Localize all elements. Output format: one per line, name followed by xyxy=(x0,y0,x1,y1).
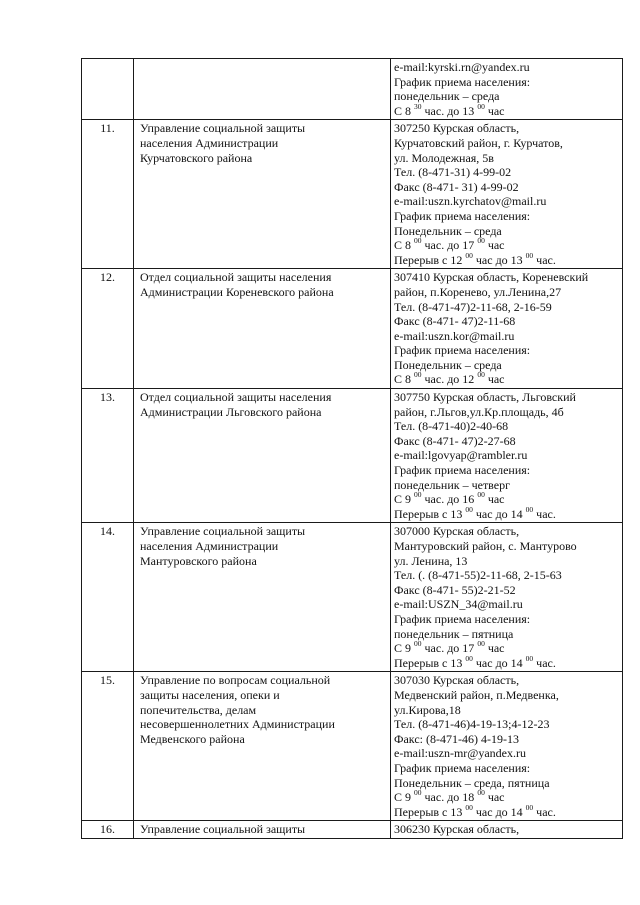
contact-line xyxy=(394,75,620,90)
contact-line xyxy=(394,270,620,285)
contact-text: Тел. (8-471-47)2-11-68, 2-16-59 xyxy=(394,299,552,314)
contact-line xyxy=(394,238,620,253)
organization-name-line: Управление социальной защиты xyxy=(140,121,306,136)
organization-name-line: Управление по вопросам социальной xyxy=(140,673,331,688)
organization-name-line: Мантуровского района xyxy=(140,553,257,568)
contact-text: Понедельник – среда xyxy=(394,357,502,372)
contact-text: ул. Ленина, 13 xyxy=(394,553,468,568)
contact-text: С 8 xyxy=(394,238,415,253)
contact-text: Факс (8-471- 47)2-11-68 xyxy=(394,314,516,329)
time-minutes-superscript: 00 xyxy=(477,236,485,246)
time-minutes-superscript: 00 xyxy=(525,653,534,663)
contact-text: С 8 xyxy=(394,372,415,387)
organization-name-line: защиты населения, опеки и xyxy=(140,687,280,702)
organization-name-line: Администрации Кореневского района xyxy=(140,284,334,299)
contact-line xyxy=(394,419,620,434)
contact-line xyxy=(394,776,620,791)
organization-name-line: Медвенского района xyxy=(140,731,245,746)
contact-text: час. до 18 xyxy=(421,790,478,805)
time-minutes-superscript: 00 xyxy=(414,490,422,500)
contact-line xyxy=(394,390,620,405)
contact-text: час. xyxy=(533,655,556,670)
contact-line xyxy=(394,746,620,761)
contact-text: График приема населения: xyxy=(394,760,531,775)
contact-line xyxy=(394,463,620,478)
time-minutes-superscript: 00 xyxy=(465,250,473,260)
contact-text: час xyxy=(484,641,505,656)
contact-text: Мантуровский район, с. Мантурово xyxy=(394,539,577,553)
contact-text: час. xyxy=(533,804,556,819)
contact-text: График приема населения: xyxy=(394,611,531,626)
table-row xyxy=(81,388,623,523)
row-number: 14. xyxy=(82,523,134,672)
contact-line xyxy=(394,300,620,315)
contact-text: Тел. (. (8-471-55)2-11-68, 2-15-63 xyxy=(394,568,562,583)
contact-text: 307000 Курская область, xyxy=(394,524,520,539)
contact-line xyxy=(394,554,620,569)
organization-cell xyxy=(134,672,391,821)
contact-text: Тел. (8-471-40)2-40-68 xyxy=(394,419,509,434)
contact-line xyxy=(394,448,620,463)
organization-name-line: Администрации Льговского района xyxy=(140,404,322,419)
contact-line xyxy=(394,703,620,718)
contact-text: С 8 xyxy=(394,103,415,118)
contact-text: час. xyxy=(533,252,556,267)
contact-line xyxy=(394,761,620,776)
contact-text: Перерыв с 12 xyxy=(394,252,466,267)
organization-name-line: Отдел социальной защиты населения xyxy=(140,270,332,285)
contact-line xyxy=(394,209,620,224)
organization-cell xyxy=(134,523,391,672)
contact-line xyxy=(394,504,620,522)
contact-text: График приема населения: xyxy=(394,74,531,89)
contact-line xyxy=(394,151,620,166)
contact-details-cell xyxy=(391,120,623,269)
contact-text: e-mail:kyrski.rn@yandex.ru xyxy=(394,60,530,74)
contact-line xyxy=(394,802,620,820)
contact-text: понедельник – среда xyxy=(394,89,500,104)
contact-line xyxy=(394,627,620,642)
contact-text: e-mail:uszn.kor@mail.ru xyxy=(394,328,515,343)
contact-line xyxy=(394,285,620,300)
contact-text: График приема населения: xyxy=(394,343,531,358)
contact-text: район, п.Коренево, ул.Ленина,27 xyxy=(394,284,562,299)
contact-line xyxy=(394,121,620,136)
time-minutes-superscript: 00 xyxy=(477,490,485,500)
contact-text: час до 14 xyxy=(472,804,526,819)
contact-line xyxy=(394,822,620,837)
time-minutes-superscript: 00 xyxy=(525,802,534,812)
table-row xyxy=(81,268,623,389)
organization-name-line: Отдел социальной защиты населения xyxy=(140,390,332,405)
contact-text: Перерыв с 13 xyxy=(394,804,466,819)
contact-text: Понедельник – среда, пятница xyxy=(394,775,550,790)
contact-line xyxy=(394,101,620,119)
contact-line xyxy=(394,358,620,373)
contact-text: понедельник – пятница xyxy=(394,626,514,641)
contact-text: Перерыв с 13 xyxy=(394,655,466,670)
contact-line xyxy=(394,165,620,180)
row-number xyxy=(82,59,134,120)
contact-line xyxy=(394,653,620,671)
contact-text: 307030 Курская область, xyxy=(394,673,520,688)
contact-text: час xyxy=(484,238,505,253)
time-minutes-superscript: 00 xyxy=(465,802,473,812)
row-number: 12. xyxy=(82,269,134,389)
time-minutes-superscript: 00 xyxy=(477,639,485,649)
contact-line xyxy=(394,732,620,747)
organization-name-line: Управление социальной защиты xyxy=(140,524,306,539)
contact-line xyxy=(394,194,620,209)
contact-text: час xyxy=(484,372,505,387)
organization-cell xyxy=(134,120,391,269)
contact-details-cell xyxy=(391,821,623,839)
contact-text: час xyxy=(484,492,505,507)
contact-line xyxy=(394,717,620,732)
contact-text: час xyxy=(484,103,505,118)
contact-text: С 9 xyxy=(394,790,415,805)
contact-line xyxy=(394,180,620,195)
contact-text: Факс (8-471- 55)2-21-52 xyxy=(394,582,516,597)
time-minutes-superscript: 00 xyxy=(477,788,485,798)
contact-details-cell xyxy=(391,672,623,821)
contact-line xyxy=(394,673,620,688)
contact-text: час до 14 xyxy=(472,506,526,521)
table-row xyxy=(81,522,623,672)
contact-line xyxy=(394,688,620,703)
contact-details-cell xyxy=(391,59,623,120)
contact-details-cell xyxy=(391,269,623,389)
row-number: 13. xyxy=(82,389,134,523)
row-number: 16. xyxy=(82,821,134,839)
contact-line xyxy=(394,372,620,387)
contact-text: район, г.Льгов,ул.Кр.площадь, 4б xyxy=(394,404,564,419)
contact-line xyxy=(394,314,620,329)
contact-text: 307410 Курская область, Кореневский xyxy=(394,270,589,285)
organization-name-line: населения Администрации xyxy=(140,135,279,150)
contact-line xyxy=(394,790,620,805)
contact-text: Факс: (8-471-46) 4-19-13 xyxy=(394,731,519,746)
contact-text: час. xyxy=(533,506,556,521)
contact-line xyxy=(394,136,620,151)
organization-name-line: несовершеннолетних Администрации xyxy=(140,717,335,732)
contact-text: e-mail:uszn.kyrchatov@mail.ru xyxy=(394,194,547,209)
contact-text: e-mail:lgovyap@rambler.ru xyxy=(394,448,528,463)
organization-name-line: Курчатовского района xyxy=(140,150,253,165)
contact-text: час xyxy=(484,790,505,805)
contact-line xyxy=(394,612,620,627)
contact-line xyxy=(394,641,620,656)
contact-text: ул.Кирова,18 xyxy=(394,702,461,717)
time-minutes-superscript: 30 xyxy=(414,101,422,111)
contact-details-cell xyxy=(391,389,623,523)
contact-line xyxy=(394,583,620,598)
organization-cell xyxy=(134,269,391,389)
organization-name-line: попечительства, делам xyxy=(140,702,257,717)
contact-text: Тел. (8-471-46)4-19-13;4-12-23 xyxy=(394,717,550,732)
contact-text: понедельник – четверг xyxy=(394,477,511,492)
organization-cell xyxy=(134,821,391,839)
contact-text: 306230 Курская область, xyxy=(394,822,520,837)
contact-line xyxy=(394,524,620,539)
contact-text: час. до 13 xyxy=(421,103,478,118)
office-directory-table xyxy=(81,58,606,839)
contact-line xyxy=(394,60,620,75)
time-minutes-superscript: 00 xyxy=(414,788,422,798)
contact-text: час. до 12 xyxy=(421,372,478,387)
contact-text: Тел. (8-471-31) 4-99-02 xyxy=(394,165,512,180)
row-number: 11. xyxy=(82,120,134,269)
contact-text: С 9 xyxy=(394,492,415,507)
contact-line xyxy=(394,329,620,344)
contact-line xyxy=(394,539,620,554)
contact-line xyxy=(394,478,620,493)
contact-text: e-mail:uszn-mr@yandex.ru xyxy=(394,746,527,761)
row-number: 15. xyxy=(82,672,134,821)
contact-line xyxy=(394,405,620,420)
time-minutes-superscript: 00 xyxy=(414,236,422,246)
contact-text: Факс (8-471- 31) 4-99-02 xyxy=(394,179,519,194)
contact-text: ул. Молодежная, 5в xyxy=(394,150,494,165)
table-row xyxy=(81,119,623,269)
contact-text: С 9 xyxy=(394,641,415,656)
contact-line xyxy=(394,224,620,239)
contact-text: Медвенский район, п.Медвенка, xyxy=(394,687,559,702)
contact-details-cell xyxy=(391,523,623,672)
contact-line xyxy=(394,568,620,583)
time-minutes-superscript: 00 xyxy=(465,504,473,514)
contact-line xyxy=(394,597,620,612)
contact-text: час до 14 xyxy=(472,655,526,670)
contact-text: час. до 17 xyxy=(421,641,478,656)
contact-line xyxy=(394,434,620,449)
organization-name-line: Управление социальной защиты xyxy=(140,822,306,837)
time-minutes-superscript: 00 xyxy=(477,370,485,380)
contact-text: Факс (8-471- 47)2-27-68 xyxy=(394,433,516,448)
contact-text: Понедельник – среда xyxy=(394,223,502,238)
time-minutes-superscript: 00 xyxy=(414,370,422,380)
table-row xyxy=(81,820,623,839)
contact-text: График приема населения: xyxy=(394,463,531,478)
contact-text: Курчатовский район, г. Курчатов, xyxy=(394,135,563,150)
contact-text: График приема населения: xyxy=(394,208,531,223)
contact-text: час. до 16 xyxy=(421,492,478,507)
organization-name-line: населения Администрации xyxy=(140,539,279,553)
time-minutes-superscript: 00 xyxy=(525,504,534,514)
contact-text: час до 13 xyxy=(472,252,526,267)
contact-line xyxy=(394,250,620,268)
contact-line xyxy=(394,343,620,358)
contact-text: час. до 17 xyxy=(421,238,478,253)
contact-line xyxy=(394,492,620,507)
contact-text: 307750 Курская область, Льговский xyxy=(394,390,576,405)
time-minutes-superscript: 00 xyxy=(477,101,485,111)
contact-text: Перерыв с 13 xyxy=(394,506,466,521)
contact-text: 307250 Курская область, xyxy=(394,121,520,136)
time-minutes-superscript: 00 xyxy=(465,653,473,663)
time-minutes-superscript: 00 xyxy=(525,250,534,260)
table-row xyxy=(81,58,623,120)
organization-cell xyxy=(134,389,391,523)
contact-text: e-mail:USZN_34@mail.ru xyxy=(394,597,523,612)
time-minutes-superscript: 00 xyxy=(414,639,422,649)
organization-cell xyxy=(134,59,391,120)
table-row xyxy=(81,671,623,821)
contact-line xyxy=(394,89,620,104)
